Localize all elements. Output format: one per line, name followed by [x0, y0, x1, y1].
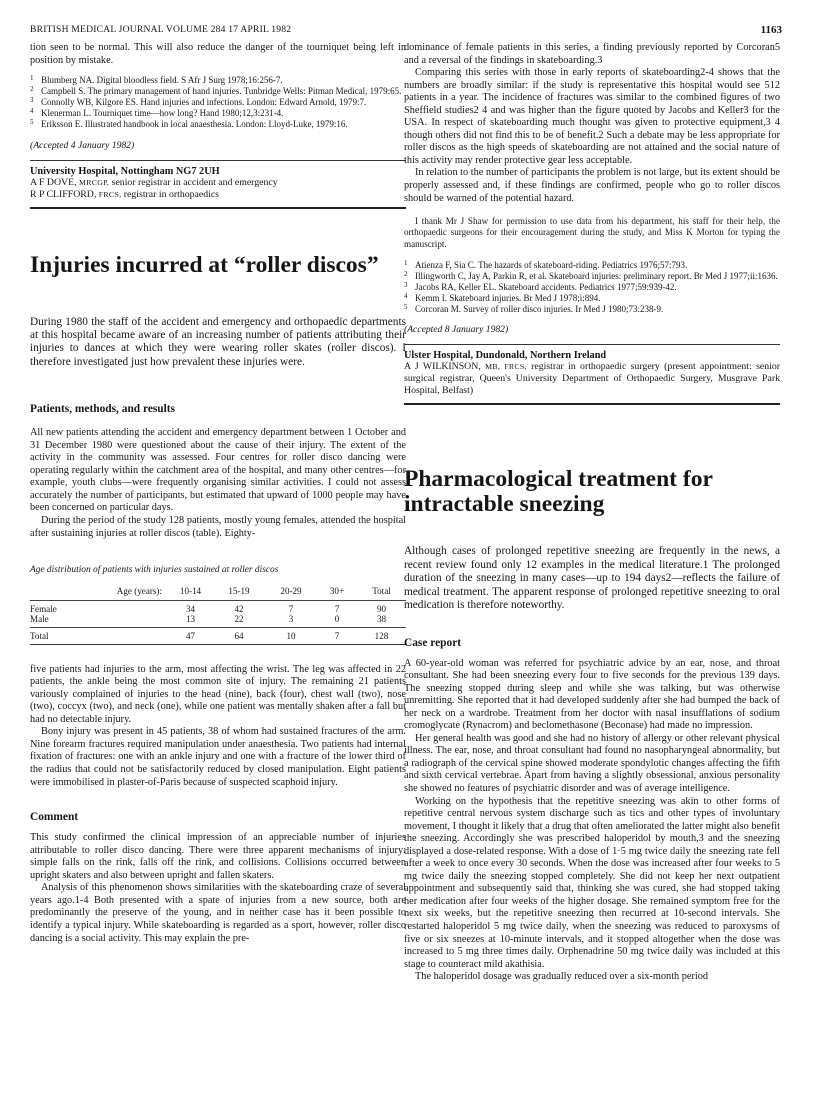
reference-item: 5 Corcoran M. Survey of roller disco injuries. Ir Med J 1980;73:238-9.	[404, 303, 664, 315]
table-header: 15-19	[213, 583, 265, 601]
reference-item: 4 Kemm I. Skateboard injuries. Br Med J 1978;i:894.	[404, 292, 601, 304]
left-column	[30, 42, 406, 945]
reference-item: 5 Eriksson E. Illustrated handbook in local anaesthesia. London: Lloyd-Luke, 1979:16.	[30, 118, 348, 130]
table-caption: Age distribution of patients with injuries sustained at roller discos	[30, 565, 279, 576]
age-distribution-table	[30, 583, 406, 641]
article-title: Injuries incurred at “roller discos”	[30, 251, 379, 278]
author-line: R P CLIFFORD, FRCS, registrar in orthopaedics	[30, 188, 219, 200]
body-paragraph: dominance of female patients in this series, a finding previously reported by Corcoran5 and a reversal of the findings in skateboarding.3	[404, 42, 780, 66]
body-paragraph: A 60-year-old woman was referred for psychiatric advice by an ear, nose, and throat consultant. She had been sneezing every four to five seconds for the previous 139 days. The sneezing stopped during sleep and while she was talking, but was otherwise unremitting. She reported that it had developed suddenly after she had bumped the back of her neck on a wardrobe. Treatment from her doctor with nasal insufflations of sodium cromoglycate (Rynacrom) and beclomethasone (Beconase) had made no impression.	[404, 657, 780, 732]
reference-item: 2 Illingworth C, Jay A, Parkin R, et al. Skateboard injuries: preliminary report. Br Med J 1977;ii:1636.	[404, 270, 778, 282]
reference-item: 1 Blumberg NA. Digital bloodless field. S Afr J Surg 1978;16:256-7.	[30, 74, 283, 86]
table-header: Age (years):	[78, 583, 168, 601]
section-heading: Comment	[30, 811, 79, 824]
body-paragraph: The haloperidol dosage was gradually reduced over a six-month period	[415, 971, 709, 983]
table-row: Male 13 22 3 0 38	[30, 613, 387, 624]
divider	[30, 160, 406, 161]
section-divider	[30, 207, 406, 209]
table-header: 10-14	[168, 583, 213, 601]
body-paragraph: Analysis of this phenomenon shows similarities with the skateboarding craze of several years ago.1-4 Both presented with a spate of injuries from a new source, both are predominantly the preserve of the young, and in neither case has it been possible to identify a typical injury. While skateboarding is regarded as a sport, however, roller disco dancing is a social activity. This may explain the pre-	[30, 882, 406, 944]
reference-item: 2 Campbell S. The primary management of hand injuries. Tunbridge Wells: Pitman Medical, 1979:65.	[30, 85, 402, 97]
table-bottom-rule	[30, 644, 406, 645]
table-header: 20-29	[265, 583, 317, 601]
reference-item: 1 Atienza F, Sia C. The hazards of skateboard-riding. Pediatrics 1976;57:793.	[404, 259, 688, 270]
section-heading: Case report	[404, 636, 462, 649]
prev-article-closing-text: tion seen to be normal. This will also reduce the danger of the tourniquet being left in position by mistake.	[30, 42, 406, 66]
affiliation-institution: Ulster Hospital, Dundonald, Northern Ireland	[404, 350, 607, 362]
body-paragraph: All new patients attending the accident and emergency department between 1 October and 31 December 1980 were questioned about the cause of their injury. The extent of the activity in the community was assessed. Four centres for roller disco dancing were operating regularly within the catchment area of the hospital, and many other centres—for example, youth clubs—were frequently organising similar activities. I could not assess accurately the number of participants, but estimated that upward of 1000 people may have been concerned on particular days.	[30, 427, 406, 514]
page-number: 1163	[760, 24, 782, 36]
reference-item: 3 Jacobs RA, Keller EL. Skateboard accidents. Pediatrics 1977;59:939-42.	[404, 281, 677, 293]
body-paragraph: Bony injury was present in 45 patients, 38 of whom had sustained fractures of the arm. Nine forearm fractures required manipulation under anaesthesia. Two patients had internal fixation of fractures: one with an ankle injury and one with a fracture of the lower third of the radius that could not be satisfactorily reduced by closed manipulation. Eight patients were immobilised in plaster-of-Paris because of suspected scaphoid injury.	[30, 726, 406, 788]
table-header: 30+	[317, 583, 357, 601]
body-paragraph: Working on the hypothesis that the repetitive sneezing was akin to other forms of repetitive central nervous system discharge such as tics and other types of involuntary movement, I thought it likely that a drug that often ameliorated the latter might also benefit the sneezing. Accordingly she was prescribed haloperidol by mouth,3 and the sneezing displayed a dose-related response. With a dose of 1·5 mg twice daily the sneezing rate fell after a week to once every 30 seconds. When the dose was increased after four weeks to 5 mg twice daily the sneezing stopped completely. She did not keep her next outpatient appointment and subsequently said that, thinking she was cured, she had stopped taking her medication after four weeks of the higher dosage. She remained symptom free for the next six weeks, but the repetitive sneezing then recurred at 10-second intervals. She restarted haloperidol 5 mg twice daily, when the sneezing was reduced to paroxysms of five or six sneezes at 10-minute intervals, and it stopped altogether when the dose was increased to 5 mg three times daily. Orphenadrine 50 mg twice daily was included at this stage to counteract mild akathisia.	[404, 795, 780, 970]
prev-article-references	[30, 75, 406, 130]
section-divider	[404, 403, 780, 405]
table-header-row	[30, 583, 406, 601]
accepted-date: (Accepted 4 January 1982)	[30, 139, 135, 151]
author-line: A J WILKINSON, MB, FRCS, registrar in orthopaedic surgery (present appointment: senior surgical registrar, Queen's University Department of Orthopaedic Surgery, Musgrave Park Hospital, Belfast)	[404, 361, 781, 397]
section-heading: Patients, methods, and results	[30, 403, 176, 416]
article-references	[404, 260, 780, 315]
body-paragraph: five patients had injuries to the arm, most affecting the wrist. The leg was affected in 22 patients, the ankle being the most common site of injury. The remaining 21 patients variously complained of injuries to the head (nine), back (four), chest wall (two), nose (two), coccyx (two), and neck (one), while one patient was mentally shaken after a fall but had no detectable injury.	[30, 663, 406, 725]
right-column	[404, 42, 780, 984]
body-paragraph: During the period of the study 128 patients, mostly young females, attended the hospital after sustaining injuries at roller discos (table). Eighty-	[30, 515, 406, 539]
body-paragraph: Her general health was good and she had no history of allergy or other relevant physical illness. The ear, nose, and throat consultant had found no nasopharyngeal abnormality, but a radiograph of the cervical spine showed moderate spondylotic changes affecting the fifth and sixth cervical vertebrae. Apart from having a slightly obsessional, anxious personality she showed no features of psychiatric disorder and was of average intelligence.	[404, 732, 780, 794]
article-abstract: Although cases of prolonged repetitive sneezing are frequently in the news, a recent review found only 12 examples in the medical literature.1 The prolonged duration of the sneezing in many cases—up to 194 days2—reflects the failure of medical treatment. The apparent response of prolonged repetitive sneezing to oral medication is therefore noteworthy.	[404, 545, 780, 612]
body-paragraph: This study confirmed the clinical impression of an appreciable number of injuries attributable to roller disco dancing. There were three apparent mechanisms of injury: simple falls on the rink, falls off the rink, and collisions. Collisions occurred between upright skaters and also between upright and fallen skaters.	[30, 832, 406, 881]
table-header: Total	[357, 583, 406, 601]
journal-header: BRITISH MEDICAL JOURNAL VOLUME 284 17 APRIL 1982	[30, 24, 292, 35]
affiliation-institution: University Hospital, Nottingham NG7 2UH	[30, 165, 220, 177]
body-paragraph: In relation to the number of participants the problem is not large, but its extent should be properly assessed and, if these findings are confirmed, people who go to roller discos should be warned of the potential hazard.	[404, 167, 780, 204]
accepted-date: (Accepted 8 January 1982)	[404, 324, 509, 336]
table-row: Female 34 42 7 7 90	[30, 603, 387, 614]
divider	[404, 344, 780, 345]
body-paragraph: Comparing this series with those in early reports of skateboarding2-4 shows that the numbers are broadly similar: if the study is representative this hospital would see 512 patients in a year. The incidence of fractures was similar to the combined figures of two Sheffield studies2 4 and was higher than the figure quoted by Jacobs and Keller3 for the USA. In respect of skateboarding much thought was given to protective equipment,3 4 though others did not find this to be of benefit.2 Such a debate may be less appropriate for roller discos as the high speeds of skateboarding are not attained and the social nature of this activity may render protective gear less acceptable.	[404, 67, 780, 166]
table-total-row: Total 47 64 10 7 128	[30, 627, 406, 641]
article-abstract: During 1980 the staff of the accident and emergency and orthopaedic departments at this hospital became aware of an increasing number of patients attributing their injuries to dances at which they were wearing roller skates (roller discos). I therefore investigated just how prevalent these injuries were.	[30, 315, 406, 368]
reference-item: 4 Klenerman L. Tourniquet time—how long? Hand 1980;12,3:231-4.	[30, 107, 284, 119]
reference-item: 3 Connolly WB, Kilgore ES. Hand injuries and infections. London: Edward Arnold, 1979:7.	[30, 96, 367, 108]
acknowledgment: I thank Mr J Shaw for permission to use data from his department, his staff for their help, the orthopaedic surgeons for their encouragement during the study, and Miss K Morton for typing the manuscript.	[404, 216, 780, 249]
article-title: Pharmacological treatment for intractable sneezing	[404, 466, 713, 518]
author-line: A F DOVE, MRCGP, senior registrar in accident and emergency	[30, 176, 278, 188]
